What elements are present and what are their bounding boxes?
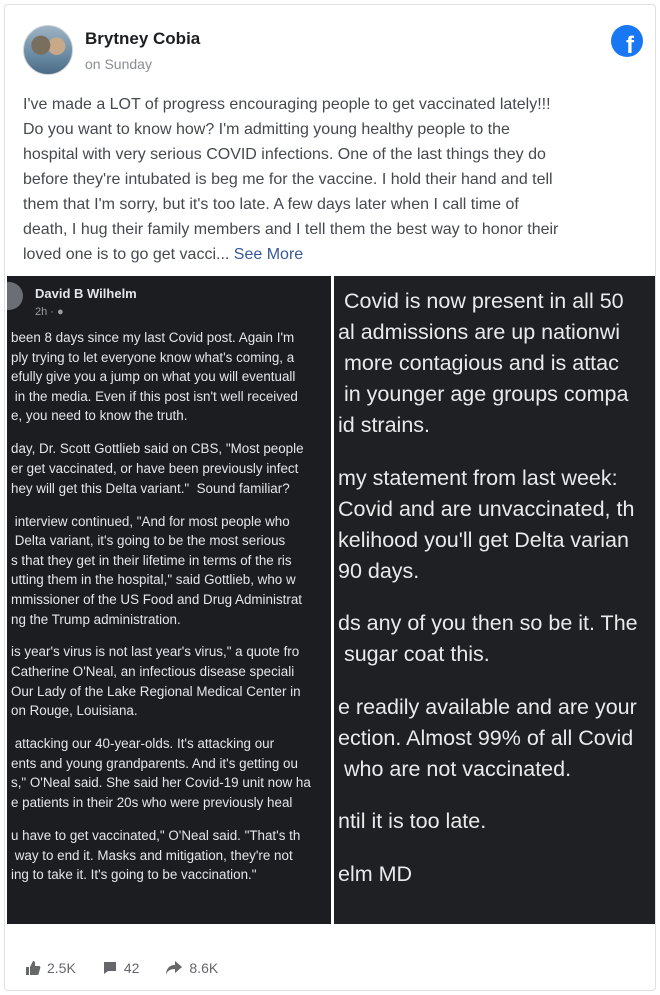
right-panel-line: elm MD <box>338 861 413 886</box>
right-panel-line: my statement from last week: <box>338 465 618 490</box>
share-count-text: 8.6K <box>189 960 219 976</box>
left-panel-line: interview continued, "And for most people who <box>11 513 290 529</box>
post-timestamp[interactable]: on Sunday <box>85 56 152 72</box>
post-header <box>23 25 643 81</box>
left-panel-line: Delta variant, it's going to be the most serious <box>11 533 286 549</box>
left-panel-line: on Rouge, Louisiana. <box>11 703 138 719</box>
post-text-line: Do you want to know how? I'm admitting young healthy people to the <box>23 121 510 138</box>
post-text-line <box>23 242 643 267</box>
thumbs-up-icon <box>25 960 41 976</box>
left-panel-line: e, you need to know the truth. <box>11 408 188 424</box>
screenshot-left-panel <box>7 276 331 924</box>
see-more-link[interactable]: See More <box>233 246 304 263</box>
left-panel-line: is year's virus is not last year's virus," a quote fro <box>11 644 300 660</box>
left-panel-line: Our Lady of the Lake Regional Medical Center in <box>11 683 301 699</box>
left-panel-line <box>11 498 331 511</box>
share-count[interactable] <box>165 960 218 976</box>
left-panel-line: ents and young grandparents. And it's getting ou <box>11 755 298 771</box>
inner-avatar <box>7 282 23 310</box>
post-text-line: hospital with very serious COVID infections. One of the last things they do <box>23 146 546 163</box>
right-panel-line: Covid and are unvaccinated, th <box>338 496 635 521</box>
post-text-line: before they're intubated is beg me for the vaccine. I hold their hand and tell <box>23 171 553 188</box>
right-panel-line: 90 days. <box>338 558 420 583</box>
left-panel-line: ply trying to let everyone know what's coming, a <box>11 349 295 365</box>
inner-time-text: 2h · <box>35 306 58 318</box>
like-count-text: 2.5K <box>47 960 76 976</box>
left-panel-line <box>11 721 331 734</box>
left-panel-line: er get vaccinated, or have been previously infect <box>11 460 299 476</box>
post-body <box>23 92 643 267</box>
left-panel-line <box>11 629 331 642</box>
left-panel-line <box>11 813 331 826</box>
left-panel-line: ing to take it. It's going to be vaccination." <box>11 867 257 883</box>
right-panel-line: ntil it is too late. <box>338 809 487 833</box>
left-panel-line: attacking our 40-year-olds. It's attacking our <box>11 736 275 752</box>
facebook-logo-icon[interactable]: f <box>611 25 643 57</box>
left-panel-line: way to end it. Masks and mitigation, they're not <box>11 847 293 863</box>
right-panel-line: Covid is now present in all 50 <box>338 289 624 313</box>
right-panel-line: al admissions are up nationwi <box>338 320 621 344</box>
right-panel-line <box>338 837 655 859</box>
like-count[interactable] <box>25 960 76 976</box>
left-panel-line: e patients in their 20s who were previously heal <box>11 795 293 811</box>
left-panel-line: s that they get in their lifetime in terms of the ris <box>11 552 292 568</box>
left-panel-line: mmissioner of the US Food and Drug Administrat <box>11 591 302 607</box>
left-panel-line: u have to get vaccinated," O'Neal said. "That's th <box>11 828 301 844</box>
right-panel-line: in younger age groups compa <box>338 382 629 406</box>
post-text-line: them that I'm sorry, but it's too late. A few days later when I call time of <box>23 196 519 213</box>
left-panel-line: Catherine O'Neal, an infectious disease speciali <box>11 664 295 680</box>
author-avatar[interactable] <box>23 25 73 75</box>
inner-timestamp <box>35 306 64 318</box>
left-panel-text <box>11 328 331 885</box>
right-panel-line: more contagious and is attac <box>338 351 619 375</box>
right-panel-line: id strains. <box>338 413 431 437</box>
left-panel-line <box>11 426 331 439</box>
globe-icon: ● <box>57 306 64 318</box>
right-panel-line: ds any of you then so be it. The <box>338 611 638 635</box>
right-panel-line <box>338 441 655 463</box>
inner-author-name: David B Wilhelm <box>35 286 137 301</box>
post-text-line: I've made a LOT of progress encouraging people to get vaccinated lately!!! <box>23 96 551 113</box>
screenshot-right-panel <box>334 276 655 924</box>
post-text-fragment: loved one is to go get vacci... <box>23 246 234 263</box>
right-panel-line <box>338 785 655 807</box>
left-panel-line: utting them in the hospital," said Gottlieb, who w <box>11 572 296 588</box>
left-panel-line: efully give you a jump on what you will eventuall <box>11 369 296 385</box>
author-name[interactable]: Brytney Cobia <box>85 29 201 48</box>
comment-icon <box>102 960 118 976</box>
right-panel-line <box>338 587 655 609</box>
left-panel-line: been 8 days since my last Covid post. Again I'm <box>11 330 295 345</box>
left-panel-line: in the media. Even if this post isn't well received <box>11 388 298 404</box>
facebook-post-card <box>4 4 656 991</box>
left-panel-line: s," O'Neal said. She said her Covid-19 unit now ha <box>11 775 311 791</box>
post-text-line: death, I hug their family members and I tell them the best way to honor their <box>23 221 559 238</box>
left-panel-line: ng the Trump administration. <box>11 611 181 627</box>
post-image[interactable] <box>7 276 655 924</box>
comment-count-text: 42 <box>123 960 140 976</box>
left-panel-line: day, Dr. Scott Gottlieb said on CBS, "Most people <box>11 441 304 457</box>
right-panel-line <box>338 670 655 692</box>
right-panel-line: e readily available and are your <box>338 694 637 719</box>
share-icon <box>165 960 183 976</box>
right-panel-line: ection. Almost 99% of all Covid <box>338 725 634 750</box>
left-panel-line: hey will get this Delta variant." Sound familiar? <box>11 480 290 496</box>
comment-count[interactable] <box>102 960 140 976</box>
post-stats <box>25 957 218 979</box>
right-panel-line: kelihood you'll get Delta varian <box>338 527 629 552</box>
right-panel-text <box>338 286 655 890</box>
right-panel-line: sugar coat this. <box>338 642 490 666</box>
right-panel-line: who are not vaccinated. <box>338 756 572 781</box>
